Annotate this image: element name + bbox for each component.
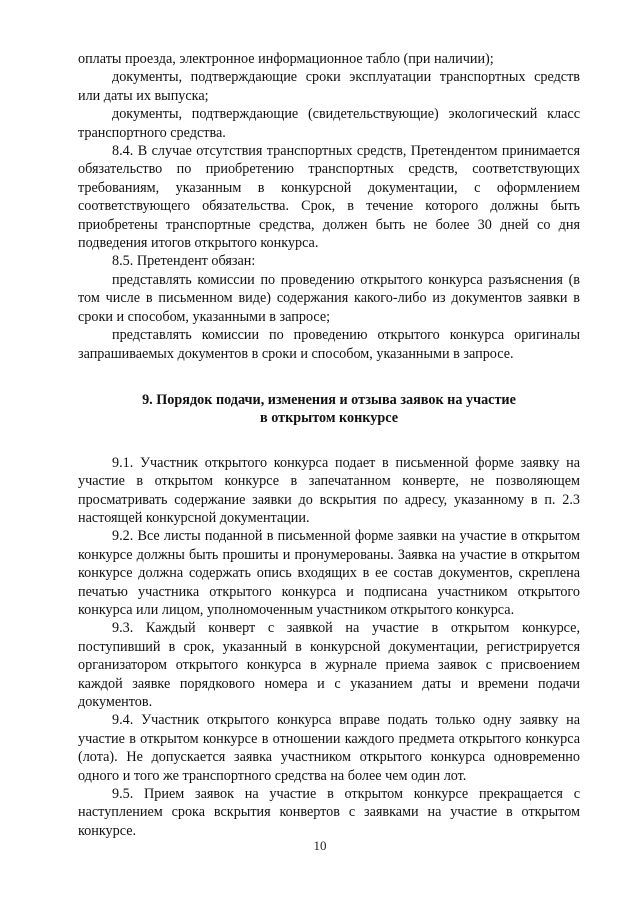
- document-body: [78, 50, 580, 840]
- paragraph: 9.3. Каждый конверт с заявкой на участие в открытом конкурсе, поступивший в срок, указанный в конкурсной документации, регистрируется организатором открытого конкурса в журнале приема заявок с присвоением каждой заявке порядкового номера и с указанием даты и времени подачи документов.: [78, 620, 580, 710]
- paragraph: 9.5. Прием заявок на участие в открытом конкурсе прекращается с наступлением срока вскрытия конвертов с заявками на участие в открытом конкурсе.: [78, 786, 580, 839]
- paragraph: 9.1. Участник открытого конкурса подает в письменной форме заявку на участие в открытом конкурсе в запечатанном конверте, не позволяющем просматривать содержание заявки до вскрытия по адресу, указанному в п. 2.3 настоящей конкурсной документации.: [78, 454, 580, 526]
- page-number: 10: [313, 838, 327, 853]
- paragraph: 8.5. Претендент обязан:: [112, 253, 256, 270]
- paragraph: оплаты проезда, электронное информационное табло (при наличии);: [78, 51, 494, 67]
- paragraph: 8.4. В случае отсутствия транспортных средств, Претендентом принимается обязательство по приобретению транспортных средств, соответствующих требованиям, указанным в конкурсной документации, с оформлением соответствующего обязательства. Срок, в течение которого должны быть приобретены транспортные средства, должен быть не более 30 дней со дня подведения итогов открытого конкурса.: [78, 143, 580, 252]
- paragraph: 9.4. Участник открытого конкурса вправе подать только одну заявку на участие в открытом конкурсе в отношении каждого предмета открытого конкурса (лота). Не допускается заявка участником открытого конкурса одновременно одного и того же транспортного средства на более чем один лот.: [78, 712, 580, 784]
- section-title: [78, 391, 580, 428]
- section-title-line: 9. Порядок подачи, изменения и отзыва заявок на участие: [142, 391, 516, 408]
- paragraph: документы, подтверждающие (свидетельствующие) экологический класс транспортного средства.: [78, 106, 580, 141]
- paragraph: представлять комиссии по проведению открытого конкурса оригиналы запрашиваемых документов в сроки и способом, указанными в запросе.: [78, 327, 580, 362]
- paragraph: 9.2. Все листы поданной в письменной форме заявки на участие в открытом конкурсе должны быть прошиты и пронумерованы. Заявка на участие в открытом конкурсе должна содержать опись входящих в ее состав документов, скреплена печатью участника открытого конкурса и подписана участником открытого конкурса или лицом, уполномоченным участником открытого конкурса.: [78, 528, 580, 618]
- paragraph: представлять комиссии по проведению открытого конкурса разъяснения (в том числе в письменном виде) содержания какого-либо из документов заявки в сроки и способом, указанными в запросе;: [78, 271, 580, 325]
- section-title-line: в открытом конкурсе: [259, 410, 399, 427]
- paragraph: документы, подтверждающие сроки эксплуатации транспортных средств или даты их выпуска;: [78, 69, 580, 104]
